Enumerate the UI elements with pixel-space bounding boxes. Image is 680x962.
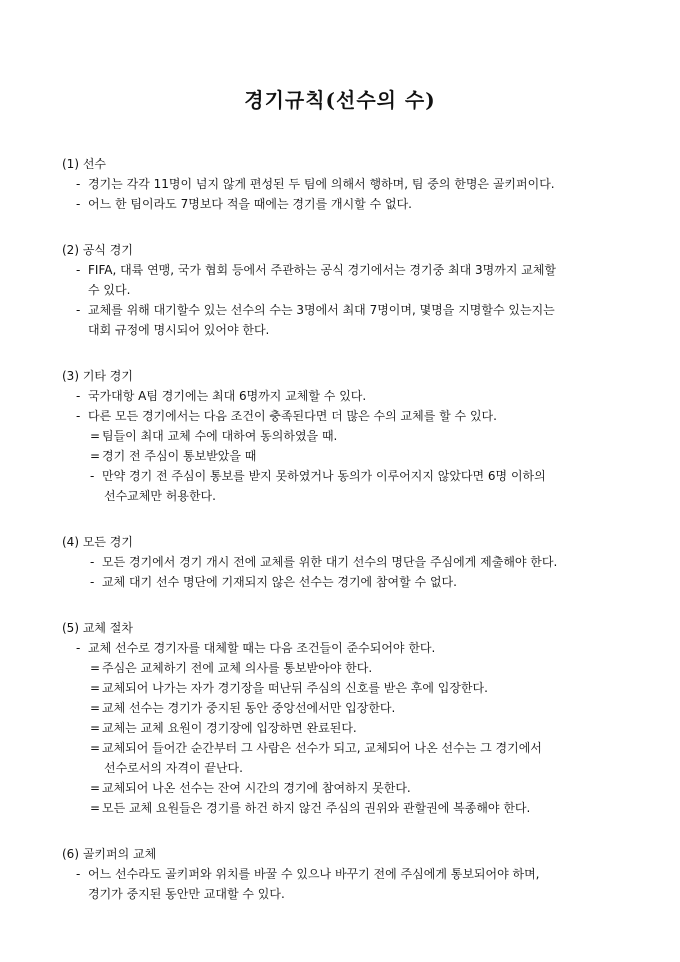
rule-item <box>62 572 642 592</box>
bullet-mark: - <box>76 409 81 423</box>
section-heading: (6) 골키퍼의 교체 <box>62 847 157 861</box>
rule-item <box>62 446 642 466</box>
item-text: 모든 교체 요원들은 경기를 하건 하지 않건 주심의 권위와 관할권에 복종해야 한다. <box>102 801 531 815</box>
section-heading: (3) 기타 경기 <box>62 369 133 383</box>
section-heading: (5) 교체 절차 <box>62 621 133 635</box>
item-text: 주심은 교체하기 전에 교체 의사를 통보받아야 한다. <box>102 661 373 675</box>
bullet-mark: = <box>90 801 101 815</box>
bullet-mark: - <box>76 867 81 881</box>
section-heading: (4) 모든 경기 <box>62 535 133 549</box>
item-text-continued: 선수교체만 허용한다. <box>104 489 216 503</box>
rule-item <box>62 174 642 194</box>
bullet-mark: = <box>90 701 101 715</box>
item-text-continued: 대회 규정에 명시되어 있어야 한다. <box>88 323 270 337</box>
rule-item <box>62 798 642 818</box>
rules-body <box>62 154 642 930</box>
bullet-mark: = <box>90 721 101 735</box>
item-text: 교체 선수는 경기가 중지된 동안 중앙선에서만 입장한다. <box>102 701 396 715</box>
item-text: 모든 경기에서 경기 개시 전에 교체를 위한 대기 선수의 명단을 주심에게 제출해야 한다. <box>102 555 558 569</box>
rule-item <box>62 552 642 572</box>
rule-item <box>62 778 642 798</box>
rule-section <box>62 618 642 818</box>
page-title: 경기규칙(선수의 수) <box>244 88 436 112</box>
item-text: 만약 경기 전 주심이 통보를 받지 못하였거나 동의가 이루어지지 않았다면 6명 이하의 <box>102 469 546 483</box>
rule-item <box>62 194 642 214</box>
bullet-mark: = <box>90 681 101 695</box>
bullet-mark: - <box>76 303 81 317</box>
item-text: 경기는 각각 11명이 넘지 않게 편성된 두 팀에 의해서 행하며, 팀 중의 한명은 골키퍼이다. <box>88 177 555 191</box>
bullet-mark: - <box>90 555 95 569</box>
bullet-mark: - <box>76 197 81 211</box>
bullet-mark: - <box>76 641 81 655</box>
item-text: 교체되어 나가는 자가 경기장을 떠난뒤 주심의 신호를 받은 후에 입장한다. <box>102 681 488 695</box>
item-text-continued: 수 있다. <box>88 283 131 297</box>
bullet-mark: = <box>90 429 101 443</box>
rule-item <box>62 426 642 446</box>
item-text: 어느 선수라도 골키퍼와 위치를 바꿀 수 있으나 바꾸기 전에 주심에게 통보되어야 하며, <box>88 867 540 881</box>
rule-item <box>62 386 642 406</box>
item-text: 팀들이 최대 교체 수에 대하여 동의하였을 때. <box>102 429 338 443</box>
item-text: 교체는 교체 요원이 경기장에 입장하면 완료된다. <box>102 721 357 735</box>
bullet-mark: - <box>76 177 81 191</box>
rule-item <box>62 406 642 426</box>
rule-section <box>62 844 642 904</box>
rule-item <box>62 678 642 698</box>
section-heading: (1) 선수 <box>62 157 106 171</box>
rule-item <box>62 260 642 300</box>
rule-item <box>62 658 642 678</box>
section-heading: (2) 공식 경기 <box>62 243 133 257</box>
bullet-mark: = <box>90 661 101 675</box>
item-text: 다른 모든 경기에서는 다음 조건이 충족된다면 더 많은 수의 교체를 할 수 있다. <box>88 409 497 423</box>
bullet-mark: = <box>90 449 101 463</box>
item-text: 교체 선수로 경기자를 대체할 때는 다음 조건들이 준수되어야 한다. <box>88 641 436 655</box>
rule-item <box>62 864 642 904</box>
item-text: 교체를 위해 대기할수 있는 선수의 수는 3명에서 최대 7명이며, 몇명을 지명할수 있는지는 <box>88 303 555 317</box>
bullet-mark: - <box>76 389 81 403</box>
item-text: 교체되어 나온 선수는 잔여 시간의 경기에 참여하지 못한다. <box>102 781 411 795</box>
rule-item <box>62 466 642 506</box>
item-text: 교체되어 들어간 순간부터 그 사람은 선수가 되고, 교체되어 나온 선수는 그 경기에서 <box>102 741 542 755</box>
rule-item <box>62 718 642 738</box>
rule-section <box>62 240 642 340</box>
bullet-mark: - <box>90 469 95 483</box>
rule-section <box>62 366 642 506</box>
rule-item <box>62 698 642 718</box>
item-text: FIFA, 대륙 연맹, 국가 협회 등에서 주관하는 공식 경기에서는 경기중 최대 3명까지 교체할 <box>88 263 557 277</box>
rule-section <box>62 532 642 592</box>
item-text-continued: 선수로서의 자격이 끝난다. <box>104 761 243 775</box>
bullet-mark: - <box>90 575 95 589</box>
bullet-mark: = <box>90 781 101 795</box>
rule-item <box>62 300 642 340</box>
item-text: 어느 한 팀이라도 7명보다 적을 때에는 경기를 개시할 수 없다. <box>88 197 412 211</box>
item-text: 국가대항 A팀 경기에는 최대 6명까지 교체할 수 있다. <box>88 389 367 403</box>
item-text: 경기 전 주심이 통보받았을 때 <box>102 449 257 463</box>
item-text-continued: 경기가 중지된 동안만 교대할 수 있다. <box>88 887 285 901</box>
bullet-mark: = <box>90 741 101 755</box>
item-text: 교체 대기 선수 명단에 기재되지 않은 선수는 경기에 참여할 수 없다. <box>102 575 457 589</box>
rule-item <box>62 638 642 658</box>
bullet-mark: - <box>76 263 81 277</box>
rule-section <box>62 154 642 214</box>
rule-item <box>62 738 642 778</box>
